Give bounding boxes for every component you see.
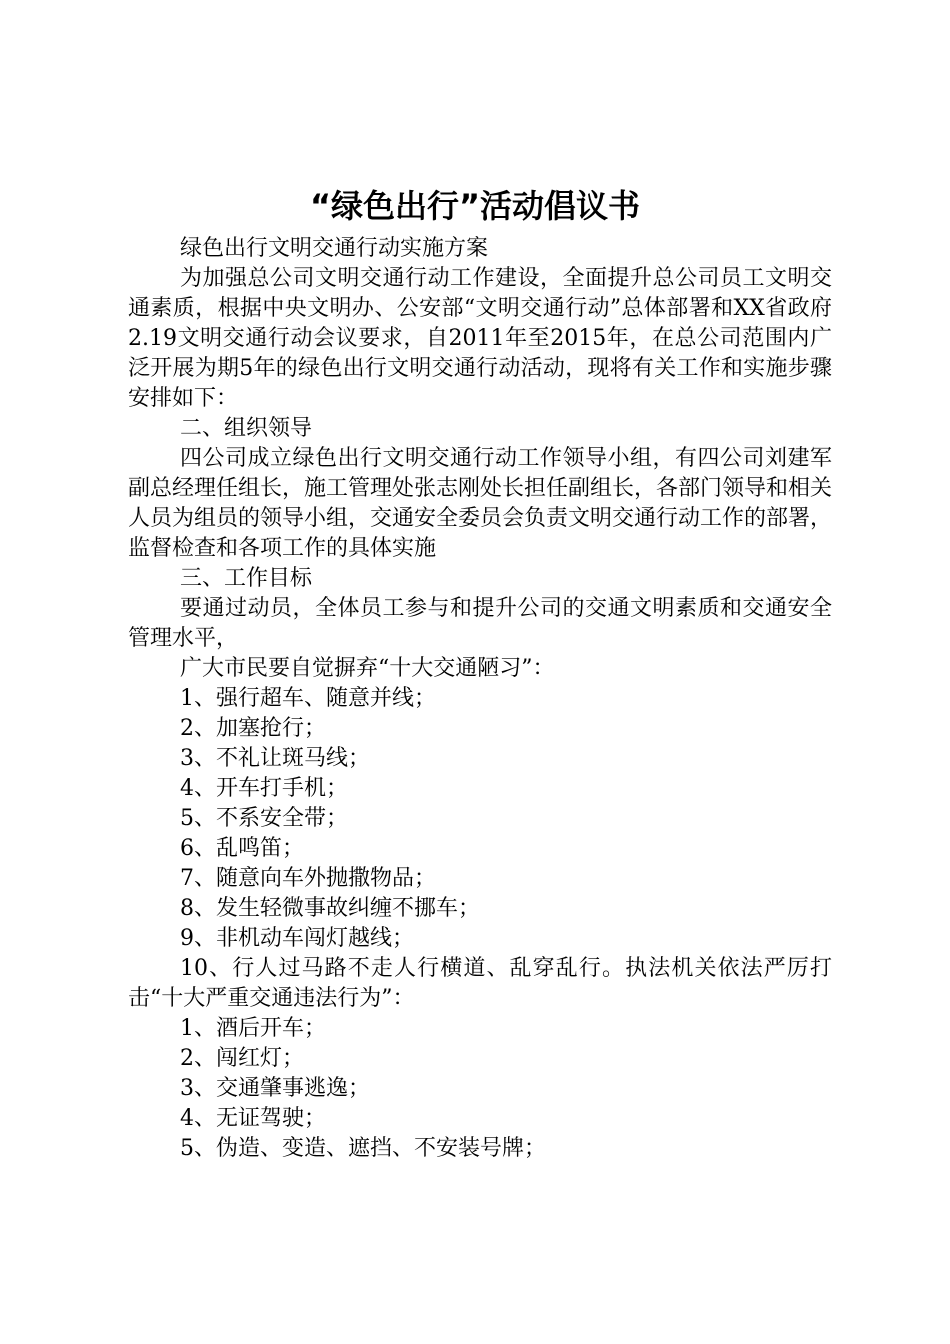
list-item: 8、发生轻微事故纠缠不挪车； — [180, 896, 480, 921]
list-item: 4、开车打手机； — [180, 776, 348, 801]
section-heading: 二、组织领导 — [180, 416, 313, 441]
list-item: 3、交通肇事逃逸； — [180, 1076, 370, 1101]
list-item: 9、非机动车闯灯越线； — [180, 926, 414, 951]
list-item: 1、强行超车、随意并线； — [180, 686, 436, 711]
document-body — [128, 234, 832, 1164]
list-item: 1、酒后开车； — [180, 1016, 326, 1041]
list-item: 3、不礼让斑马线； — [180, 746, 370, 771]
paragraph: 要通过动员，全体员工参与和提升公司的交通文明素质和交通安全管理水平， — [128, 596, 832, 651]
list-item: 2、加塞抢行； — [180, 716, 326, 741]
paragraph: 四公司成立绿色出行文明交通行动工作领导小组，有四公司刘建军副总经理任组长，施工管理处张志刚处长担任副组长，各部门领导和相关人员为组员的领导小组，交通安全委员会负责文明交通行动工作的部署，监督检查和各项工作的具体实施 — [128, 446, 833, 561]
list-item: 5、伪造、变造、遮挡、不安装号牌； — [180, 1136, 546, 1161]
list-item: 4、无证驾驶； — [180, 1106, 326, 1131]
list-item: 6、乱鸣笛； — [180, 836, 304, 861]
document-title: “绿色出行”活动倡议书 — [309, 187, 641, 225]
list-item: 7、随意向车外抛撒物品； — [180, 866, 436, 891]
paragraph: 为加强总公司文明交通行动工作建设，全面提升总公司员工文明交通素质，根据中央文明办、公安部“文明交通行动”总体部署和XX省政府2.19文明交通行动会议要求，自2011年至2015年，在总公司范围内广泛开展为期5年的绿色出行文明交通行动活动，现将有关工作和实施步骤安排如下： — [128, 266, 832, 411]
paragraph: 绿色出行文明交通行动实施方案 — [180, 236, 489, 261]
list-item: 5、不系安全带； — [180, 806, 348, 831]
list-item: 2、闯红灯； — [180, 1046, 304, 1071]
section-heading: 三、工作目标 — [180, 566, 313, 591]
paragraph: 广大市民要自觉摒弃“十大交通陋习”： — [180, 656, 555, 681]
list-item: 10、行人过马路不走人行横道、乱穿乱行。执法机关依法严厉打击“十大严重交通违法行为”： — [128, 956, 832, 1011]
